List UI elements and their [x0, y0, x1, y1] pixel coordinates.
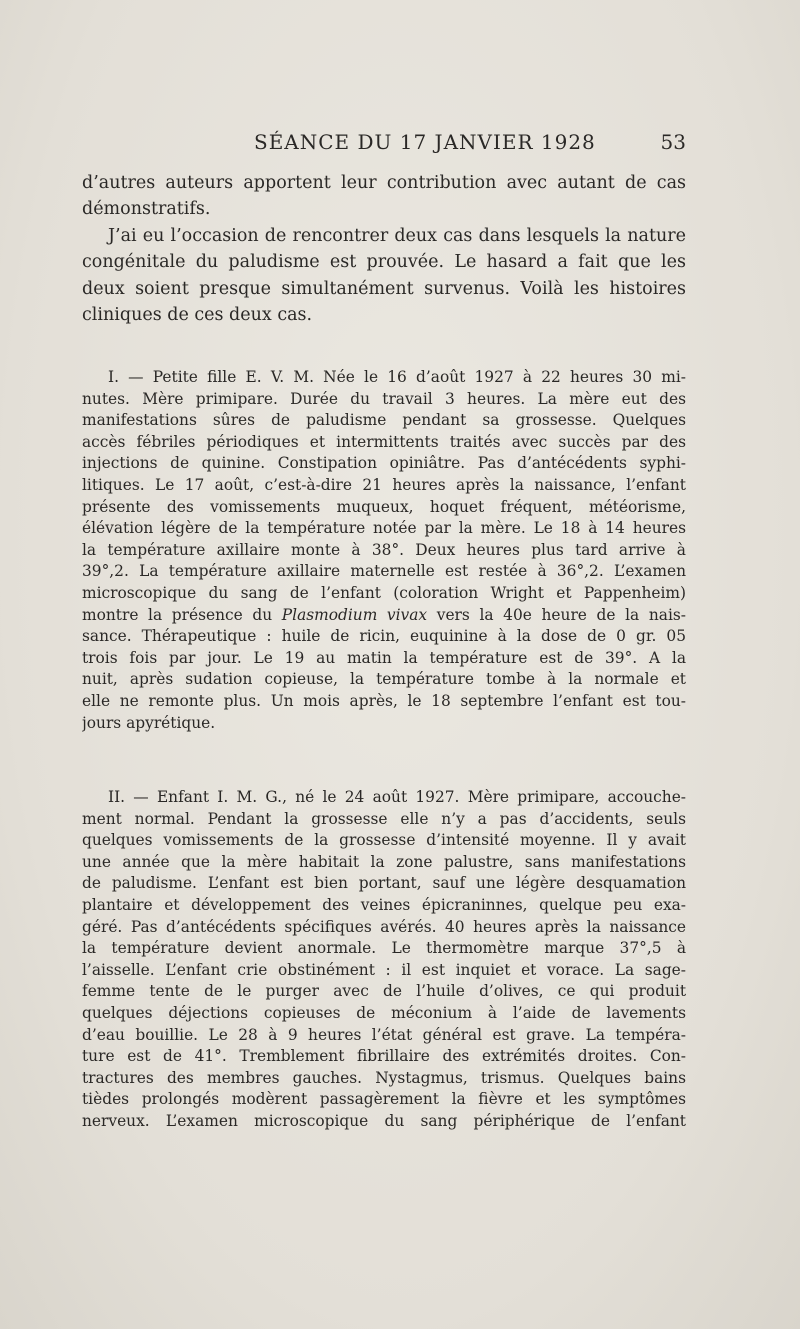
text-line: quelques vomissements de la grossesse d’intensité moyenne. Il y avait	[82, 831, 686, 850]
text-line: accès fébriles périodiques et intermittents traités avec succès par des	[82, 432, 686, 451]
text-line: géré. Pas d’antécédents spécifiques avérés. 40 heures après la naissance	[82, 917, 686, 936]
text-line: élévation légère de la température notée par la mère. Le 18 à 14 heures	[82, 519, 686, 538]
text-line: nutes. Mère primipare. Durée du travail 3 heures. La mère eut des	[82, 389, 686, 408]
text-line: d’eau bouillie. Le 28 à 9 heures l’état général est grave. La tempéra-	[82, 1025, 686, 1044]
text-line: femme tente de le purger avec de l’huile d’olives, ce qui produit	[82, 982, 686, 1001]
text-line: I. — Petite fille E. V. M. Née le 16 d’août 1927 à 22 heures 30 mi-	[108, 368, 686, 386]
text-line: cliniques de ces deux cas.	[82, 305, 313, 326]
text-line: l’aisselle. L’enfant crie obstinément : il est inquiet et vorace. La sage-	[82, 960, 686, 979]
text-line: nerveux. L’examen microscopique du sang périphérique de l’enfant	[82, 1111, 686, 1130]
running-title: SÉANCE DU 17 JANVIER 1928	[254, 130, 596, 154]
text-line: la température devient anormale. Le thermomètre marque 37°,5 à	[82, 939, 686, 958]
text-line: quelques déjections copieuses de méconium à l’aide de lavements	[82, 1003, 686, 1022]
text-line	[82, 605, 686, 627]
text-line: ture est de 41°. Tremblement fibrillaire des extrémités droites. Con-	[82, 1047, 686, 1066]
text-line: démonstratifs.	[82, 199, 211, 220]
text-line: ment normal. Pendant la grossesse elle n’y a pas d’accidents, seuls	[82, 809, 686, 828]
text-line: injections de quinine. Constipation opiniâtre. Pas d’antécédents syphi-	[82, 454, 686, 473]
text-line: de paludisme. L’enfant est bien portant, sauf une légère desquamation	[82, 874, 686, 893]
text-line: tractures des membres gauches. Nystagmus, trismus. Quelques bains	[82, 1068, 686, 1087]
text-line: plantaire et développement des veines épicraninnes, quelque peu exa-	[82, 895, 686, 914]
text-fragment: montre la présence du	[82, 605, 282, 624]
text-line: deux soient presque simultanément survenus. Voilà les histoires	[82, 278, 686, 299]
text-line: congénitale du paludisme est prouvée. Le hasard a fait que les	[82, 252, 686, 273]
text-line: II. — Enfant I. M. G., né le 24 août 1927. Mère primipare, accouche-	[108, 788, 686, 806]
text-line: trois fois par jour. Le 19 au matin la température est de 39°. A la	[82, 648, 686, 667]
text-line: la température axillaire monte à 38°. Deux heures plus tard arrive à	[82, 540, 686, 559]
species-name: Plasmodium vivax	[281, 605, 428, 624]
intro-paragraphs	[82, 170, 686, 328]
text-line: d’autres auteurs apportent leur contribution avec autant de cas	[82, 173, 686, 193]
text-line: nuit, après sudation copieuse, la température tombe à la normale et	[82, 670, 686, 689]
text-line: 39°,2. La température axillaire maternelle est restée à 36°,2. L’examen	[82, 562, 686, 581]
text-line: manifestations sûres de paludisme pendant sa grossesse. Quelques	[82, 411, 686, 430]
text-line: une année que la mère habitait la zone palustre, sans manifestations	[82, 852, 686, 871]
text-line: microscopique du sang de l’enfant (coloration Wright et Pappenheim)	[82, 583, 686, 602]
text-fragment: vers la 40e heure de la nais-	[427, 605, 686, 624]
text-line: elle ne remonte plus. Un mois après, le 18 septembre l’enfant est tou-	[82, 691, 686, 710]
text-line: tièdes prolongés modèrent passagèrement la fièvre et les symptômes	[82, 1090, 686, 1109]
text-line: litiques. Le 17 août, c’est-à-dire 21 heures après la naissance, l’enfant	[82, 475, 686, 494]
case-2-paragraph	[82, 787, 686, 1133]
text-line: sance. Thérapeutique : huile de ricin, euquinine à la dose de 0 gr. 05	[82, 627, 686, 646]
text-line: J’ai eu l’occasion de rencontrer deux cas dans lesquels la nature	[108, 225, 686, 246]
text-line: présente des vomissements muqueux, hoquet fréquent, météorisme,	[82, 497, 686, 516]
page-number: 53	[660, 130, 686, 154]
case-1-paragraph	[82, 367, 686, 734]
page-header	[82, 128, 686, 162]
text-line: jours apyrétique.	[82, 713, 216, 732]
